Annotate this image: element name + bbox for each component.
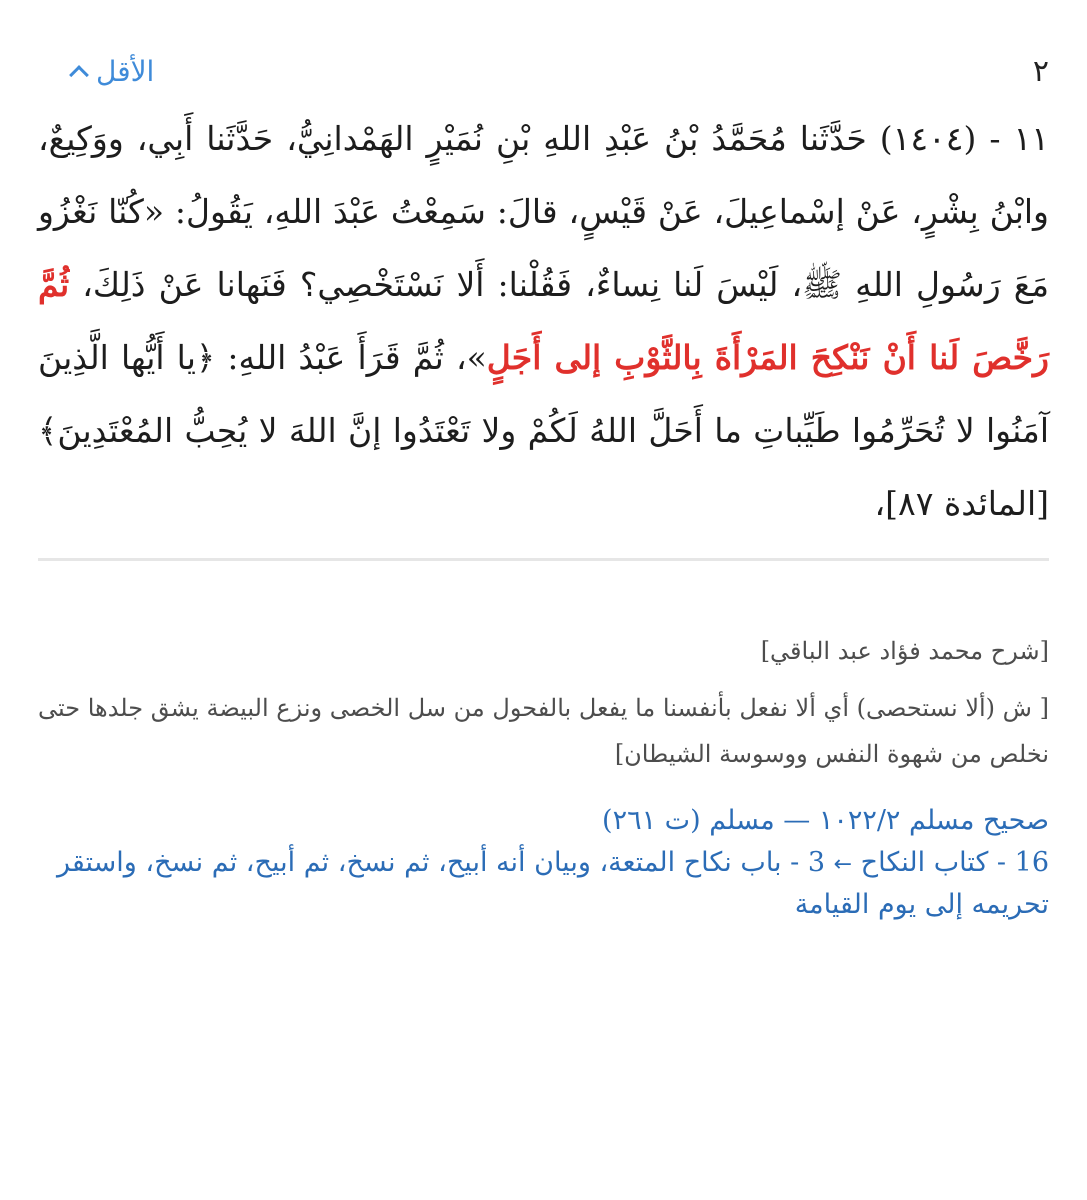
hadith-highlight: ثُمَّ رَخَّصَ لَنا أَنْ نَنْكِحَ المَرْأَةَ بِالثَّوْبِ إلى أَجَلٍ [38,265,1049,377]
hadith-text [38,102,1049,540]
reference-chapter-link[interactable]: 3 - باب نكاح المتعة، وبيان أنه أبيح، ثم نسخ، ثم أبيح، ثم نسخ، واستقر تحريمه إلى يوم القيامة [56,847,1049,920]
header-row [38,40,1049,102]
reference-source-link[interactable]: صحيح مسلم ١٠٢٢/٢ — مسلم (ت ٢٦١) [602,805,1049,836]
sharh-text: [ ش (ألا نستحصى) أي ألا نفعل بأنفسنا ما يفعل بالفحول من سل الخصى ونزع البيضة يشق جلدها حتى نخلص من شهوة النفس ووسوسة الشيطان] [38,694,1049,768]
sharh-title: [شرح محمد فؤاد عبد الباقي] [760,637,1049,665]
hadith-text-end: »، ثُمَّ قَرَأَ عَبْدُ اللهِ: ﴿يا أَيُّها الَّذِينَ آمَنُوا لا تُحَرِّمُوا طَيِّباتِ ما أَحَلَّ اللهُ لَكُمْ ولا تَعْتَدُوا إنَّ اللهَ لا يُحِبُّ المُعْتَدِينَ﴾ [المائدة ٨٧]، [38,338,1049,523]
page-number: ٢ [1032,53,1049,89]
section-divider [38,558,1049,561]
arrow-left-icon: ← [833,852,853,877]
show-less-toggle[interactable] [38,55,154,88]
reference-book-link[interactable]: 16 - كتاب النكاح [860,847,1049,878]
reference-chapter-line [38,843,1049,925]
reference-block [38,801,1049,925]
hadith-text-start: ١١ - (١٤٠٤) حَدَّثَنا مُحَمَّدُ بْنُ عَبْدِ اللهِ بْنِ نُمَيْرٍ الهَمْدانِيُّ، حَدَّثَنا أَبِي، ووَكِيعٌ، وابْنُ بِشْرٍ، عَنْ إسْماعِيلَ، عَنْ قَيْسٍ، قالَ: سَمِعْتُ عَبْدَ اللهِ، يَقُولُ: «كُنّا نَغْزُو مَعَ رَسُولِ اللهِ ﷺ، لَيْسَ لَنا نِساءٌ، فَقُلْنا: أَلا نَسْتَخْصِي؟ فَنَهانا عَنْ ذَلِكَ، [38,119,1049,304]
document-page [38,40,1049,925]
chevron-up-icon[interactable] [69,65,89,85]
show-less-label[interactable]: الأقل [96,54,155,88]
